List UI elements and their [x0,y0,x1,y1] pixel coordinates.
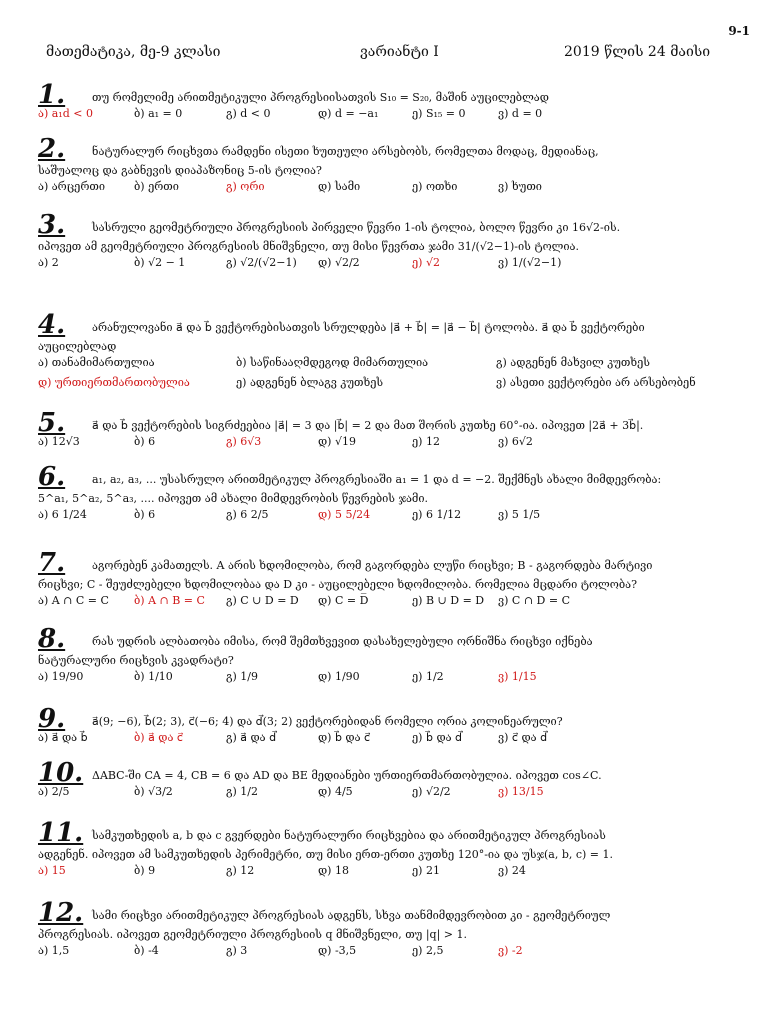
answer-option[interactable]: ა) 15 [38,864,66,877]
answer-option[interactable]: დ) √19 [318,435,356,448]
question-text-line: თუ რომელიმე არითმეტიკული პროგრესიისათვის S₁₀ = S₂₀, მაშინ აუცილებლად [92,91,549,104]
question-8 [38,624,748,690]
answer-option[interactable]: ვ) 1/15 [498,670,537,683]
answer-option[interactable]: ვ) 13/15 [498,785,544,798]
question-number: 3. [38,210,66,240]
answer-option[interactable]: ა) A ∩ C = C [38,594,109,607]
question-text-line: იპოვეთ ამ გეომეტრიული პროგრესიის მნიშვნელი, თუ მისი წევრთა ჯამი 31/(√2−1)-ის ტოლია. [38,240,579,253]
question-6 [38,462,748,528]
question-text-line: ΔABC-ში CA = 4, CB = 6 და AD და BE მედიანები ურთიერთმართობულია. იპოვეთ cos∠C. [92,769,602,782]
question-7 [38,548,748,614]
question-12 [38,898,748,964]
answer-option[interactable]: ა) 2 [38,256,59,269]
answer-option[interactable]: დ) ურთიერთმართობულია [38,376,190,389]
question-text-line: სამკუთხედის a, b და c გვერდები ნატურალური რიცხვებია და არითმეტიკულ პროგრესიას [92,829,606,842]
question-text-line: პროგრესიას. იპოვეთ გეომეტრიული პროგრესიის q მნიშვნელი, თუ |q| > 1. [38,928,468,941]
answer-option[interactable]: გ) 1/9 [226,670,258,683]
answer-option[interactable]: გ) a⃗ და d⃗ [226,731,277,744]
question-text-line: ნატურალური რიცხვის კვადრატი? [38,654,234,667]
answer-option[interactable]: დ) სამი [318,180,361,193]
answer-option[interactable]: ე) 1/2 [412,670,444,683]
answer-option[interactable]: დ) C = D̅ [318,594,369,607]
question-text-line: სამი რიცხვი არითმეტიკულ პროგრესიას ადგენს, სხვა თანმიმდევრობით კი - გეომეტრიულ [92,909,611,922]
answer-option[interactable]: ბ) a⃗ და c⃗ [134,731,183,744]
question-2 [38,134,748,200]
answer-option[interactable]: ვ) ასეთი ვექტორები არ არსებობენ [496,376,696,389]
question-text-line: აგორებენ კამათელს. A არის ხდომილობა, რომ გაგორდება ლუწი რიცხვი; B - გაგორდება მარტივი [92,559,653,572]
answer-options [38,107,748,127]
exam-date: 2019 წლის 24 მაისი [564,44,711,60]
answer-option[interactable]: დ) 5 5/24 [318,508,371,521]
question-number: 4. [38,310,66,340]
answer-option[interactable]: დ) -3,5 [318,944,357,957]
answer-option[interactable]: გ) d < 0 [226,107,271,120]
answer-option[interactable]: ა) a₁d < 0 [38,107,93,120]
answer-option[interactable]: დ) d = −a₁ [318,107,379,120]
answer-option[interactable]: ა) 1,5 [38,944,70,957]
question-number: 5. [38,408,66,438]
answer-option[interactable]: ვ) C ∩ D = C [498,594,570,607]
subject-title: მათემატიკა, მე-9 კლასი [46,44,221,60]
question-number: 12. [38,898,84,928]
answer-option[interactable]: დ) 1/90 [318,670,360,683]
answer-option[interactable]: ა) თანამიმართულია [38,356,155,369]
answer-option[interactable]: ე) ოთხი [412,180,458,193]
question-5 [38,408,748,455]
answer-option[interactable]: ბ) საწინააღმდეგოდ მიმართულია [236,356,429,369]
answer-option[interactable]: ბ) a₁ = 0 [134,107,183,120]
answer-option[interactable]: ვ) 24 [498,864,526,877]
answer-option[interactable]: ა) 2/5 [38,785,70,798]
answer-option[interactable]: ა) a⃗ და b⃗ [38,731,88,744]
answer-option[interactable]: ა) 19/90 [38,670,84,683]
answer-option[interactable]: ე) S₁₅ = 0 [412,107,466,120]
answer-options [38,785,748,805]
answer-options [38,180,748,200]
question-text-line: ნატურალურ რიცხვთა რამდენი ისეთი ხუთეული არსებობს, რომელთა მოდაც, მედიანაც, [92,145,599,158]
answer-options [38,731,748,751]
answer-option[interactable]: ვ) ხუთი [498,180,542,193]
answer-option[interactable]: ე) 21 [412,864,440,877]
answer-option[interactable]: დ) 18 [318,864,349,877]
answer-option[interactable]: გ) 6√3 [226,435,262,448]
answer-options [38,594,748,614]
answer-option[interactable]: გ) √2/(√2−1) [226,256,297,269]
answer-option[interactable]: ბ) 6 [134,435,156,448]
question-number: 11. [38,818,84,848]
question-text-line: საშუალოც და გაბნევის დიაპაზონიც 5-ის ტოლია? [38,164,322,177]
answer-options [38,508,748,528]
answer-option[interactable]: დ) b⃗ და c⃗ [318,731,371,744]
answer-option[interactable]: გ) ადგენენ მახვილ კუთხეს [496,356,650,369]
question-text-line: ადგენენ. იპოვეთ ამ სამკუთხედის პერიმეტრი, თუ მისი ერთ-ერთი კუთხე 120°-ია და უსჯ(a, b, c) = 1. [38,848,614,861]
answer-options [38,356,748,376]
answer-option[interactable]: ბ) 9 [134,864,156,877]
answer-option[interactable]: გ) C ∪ D = D [226,594,299,607]
answer-option[interactable]: გ) 3 [226,944,248,957]
answer-option[interactable]: ბ) -4 [134,944,159,957]
answer-options [38,864,748,884]
answer-option[interactable]: ვ) 5 1/5 [498,508,541,521]
answer-option[interactable]: ე) 2,5 [412,944,444,957]
variant-title: ვარიანტი I [360,44,439,60]
answer-options [38,435,748,455]
question-text-line: რას უდრის ალბათობა იმისა, რომ შემთხვევით დასახელებული ორნიშნა რიცხვი იქნება [92,635,593,648]
answer-option[interactable]: ვ) c⃗ და d⃗ [498,731,548,744]
page-code: 9-1 [728,24,750,38]
answer-option[interactable]: ვ) -2 [498,944,523,957]
answer-option[interactable]: ვ) 6√2 [498,435,533,448]
answer-option[interactable]: ე) ადგენენ ბლაგვ კუთხეს [236,376,384,389]
answer-option[interactable]: ბ) √2 − 1 [134,256,186,269]
question-4 [38,310,748,396]
question-number: 8. [38,624,66,654]
answer-options [38,376,748,396]
answer-option[interactable]: ბ) 6 [134,508,156,521]
answer-options [38,670,748,690]
question-number: 2. [38,134,66,164]
answer-option[interactable]: ე) b⃗ და d⃗ [412,731,463,744]
question-text-line: a⃗ და b⃗ ვექტორების სიგრძეებია |a⃗| = 3 და |b⃗| = 2 და მათ შორის კუთხე 60°-ია. იპოვეთ |2a⃗ + 3b⃗|. [92,419,644,432]
question-text-line: არანულოვანი a⃗ და b⃗ ვექტორებისათვის სრულდება |a⃗ + b⃗| = |a⃗ − b⃗| ტოლობა. a⃗ და b⃗ ვექტორები [92,321,645,334]
question-number: 1. [38,80,66,110]
answer-option[interactable]: ბ) A ∩ B = C [134,594,205,607]
question-text-line: რიცხვი; C - შეუძლებელი ხდომილობაა და D კი - აუცილებელი ხდომილობა. რომელია მცდარი ტოლობა? [38,578,637,591]
answer-option[interactable]: ა) 6 1/24 [38,508,87,521]
answer-option[interactable]: ბ) 1/10 [134,670,173,683]
question-text-line: აუცილებლად [38,340,117,353]
header [46,44,748,66]
question-number: 7. [38,548,66,578]
answer-options [38,944,748,964]
answer-option[interactable]: ე) √2 [412,256,440,269]
question-number: 10. [38,758,84,788]
question-number: 9. [38,704,66,734]
question-text-line: სასრული გეომეტრიული პროგრესიის პირველი წევრი 1-ის ტოლია, ბოლო წევრი კი 16√2-ის. [92,221,621,234]
question-number: 6. [38,462,66,492]
answer-option[interactable]: გ) 12 [226,864,255,877]
question-1 [38,80,748,127]
answer-option[interactable]: ე) √2/2 [412,785,451,798]
answer-option[interactable]: ე) 12 [412,435,440,448]
answer-option[interactable]: გ) ორი [226,180,265,193]
answer-option[interactable]: ე) B ∪ D = D [412,594,485,607]
question-3 [38,210,748,276]
question-9 [38,704,748,751]
answer-option[interactable]: ე) 6 1/12 [412,508,462,521]
answer-option[interactable]: ა) 12√3 [38,435,80,448]
question-text-line: 5^a₁, 5^a₂, 5^a₃, .... იპოვეთ ამ ახალი მიმდევრობის წევრების ჯამი. [38,492,429,505]
answer-option[interactable]: ბ) √3/2 [134,785,173,798]
answer-option[interactable]: გ) 1/2 [226,785,258,798]
question-text-line: a₁, a₂, a₃, ... უსასრულო არითმეტიკულ პროგრესიაში a₁ = 1 და d = −2. შექმნეს ახალი მიმდევრობა: [92,473,662,486]
answer-option[interactable]: დ) √2/2 [318,256,360,269]
question-11 [38,818,748,884]
answer-option[interactable]: ვ) 1/(√2−1) [498,256,562,269]
answer-option[interactable]: დ) 4/5 [318,785,353,798]
answer-option[interactable]: ა) არცერთი [38,180,106,193]
question-10 [38,758,748,805]
answer-options [38,256,748,276]
answer-option[interactable]: გ) 6 2/5 [226,508,269,521]
answer-option[interactable]: ვ) d = 0 [498,107,543,120]
question-text-line: a⃗(9; −6), b⃗(2; 3), c⃗(−6; 4) და d⃗(3; 2) ვექტორებიდან რომელი ორია კოლინეარული? [92,715,563,728]
answer-option[interactable]: ბ) ერთი [134,180,179,193]
